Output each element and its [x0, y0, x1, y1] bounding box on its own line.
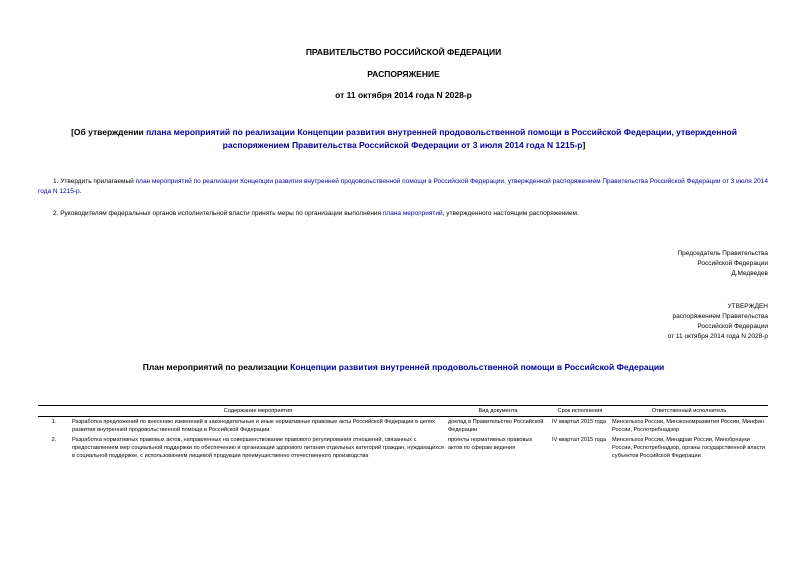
- plan-title-link[interactable]: Концепции развития внутренней продовольственной помощи в Российской Федерации: [290, 362, 665, 372]
- table-header-row: [38, 406, 768, 417]
- approved-line-2: распоряжением Правительства: [672, 313, 768, 320]
- row-responsible: Минсельхоз России, Минздрав России, Минобрнауки России, Роспотребнадзор, органы государственной власти субъектов Российской Федерации: [612, 437, 766, 459]
- approved-line-3: Российской Федерации: [697, 323, 768, 330]
- title-prefix: [Об утверждении: [71, 127, 147, 137]
- approved-line-4: от 11 октября 2014 года N 2028-р: [667, 333, 768, 340]
- title-suffix: ]: [582, 140, 586, 150]
- header-term: Срок исполнения: [550, 406, 610, 417]
- government-heading: ПРАВИТЕЛЬСТВО РОССИЙСКОЙ ФЕДЕРАЦИИ: [305, 47, 502, 57]
- plan-table: [38, 405, 768, 461]
- p2-prefix: 2. Руководителям федеральных органов исполнительной власти принять меры по организации выполнения: [53, 210, 383, 217]
- signature-block: [677, 249, 768, 279]
- document-title: [40, 126, 768, 152]
- approved-block: [668, 302, 768, 342]
- row-num: 1.: [51, 419, 57, 425]
- row-num: 2.: [51, 437, 57, 443]
- row-doc: проекты нормативных правовых актов по сферам ведения: [448, 437, 533, 451]
- approved-line-1: УТВЕРЖДЕН: [727, 303, 768, 310]
- header-doc: Вид документа: [446, 406, 550, 417]
- title-link[interactable]: плана мероприятий по реализации Концепции развития внутренней продовольственной помощи в Российской Федерации, утвержденной распоряжением Правительства Российской Федерации от 3 июля 2014 года N 1215-р: [146, 127, 737, 150]
- p2-link[interactable]: плана мероприятий: [382, 210, 443, 217]
- header-content: Содержание мероприятия: [70, 406, 446, 417]
- signature-line-1: Председатель Правительства: [677, 250, 768, 257]
- header-num: [38, 406, 70, 417]
- p2-suffix: , утвержденного настоящим распоряжением.: [442, 210, 579, 217]
- row-responsible: Минсельхоз России, Минэкономразвития России, Минфин России, Роспотребнадзор: [612, 419, 764, 433]
- row-term: IV квартал 2015 года: [552, 437, 607, 443]
- paragraph-1: [38, 177, 768, 197]
- plan-title: [0, 362, 807, 372]
- table-row: [38, 417, 768, 436]
- p1-link[interactable]: план мероприятий по реализации Концепции развития внутренней продовольственной помощи в Российской Федерации, утвержденной распоряжением Правительства Российской Федерации от 3 июля 2014 года N 1215-р: [38, 178, 768, 195]
- row-content: Разработка нормативных правовых актов, направленных на совершенствование правового регулирования отношений, связанных с предоставлением мер социальной поддержки по обеспечению и организации здорового питания отдельных категорий граждан, нуждающихся в социальной поддержке, с использованием пищевой продукции преимущественно отечественного производства: [72, 437, 444, 459]
- signature-line-3: Д.Медведев: [731, 270, 768, 277]
- document-type-heading: РАСПОРЯЖЕНИЕ: [367, 69, 440, 79]
- table-row: [38, 435, 768, 461]
- document-date-line: от 11 октября 2014 года N 2028-р: [335, 90, 472, 100]
- p1-suffix: .: [79, 188, 82, 195]
- header-responsible: Ответственный исполнитель: [610, 406, 768, 417]
- row-content: Разработка предложений по внесению изменений в законодательные и иные нормативные правовые акты Российской Федерации в целях развития внутренней продовольственной помощи в Российской Федерации: [72, 419, 435, 433]
- plan-title-prefix: План мероприятий по реализации: [142, 362, 291, 372]
- signature-line-2: Российской Федерации: [697, 260, 768, 267]
- row-doc: доклад в Правительство Российской Федерации: [448, 419, 544, 433]
- p1-prefix: 1. Утвердить прилагаемый: [53, 178, 136, 185]
- paragraph-2: [38, 209, 768, 219]
- row-term: IV квартал 2015 года: [552, 419, 607, 425]
